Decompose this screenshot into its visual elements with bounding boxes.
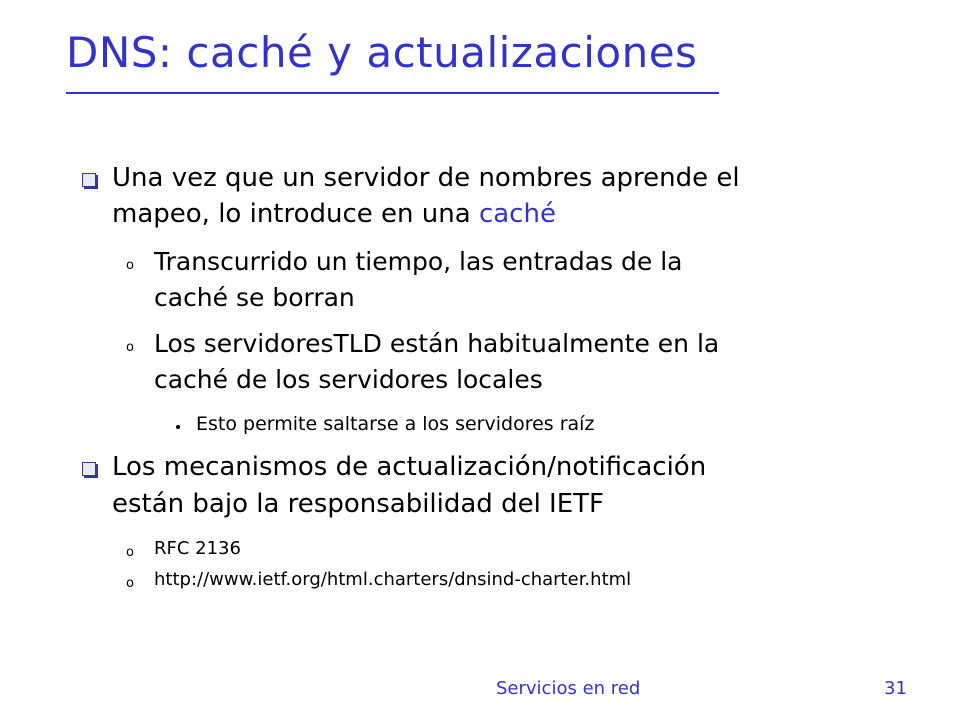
checkbox-square-icon [82,462,96,476]
sub-bullet-2-1: RFC 2136 [154,538,241,559]
bullet-1-line-1: Una vez que un servidor de nombres aprende el [112,163,740,193]
footer-text: Servicios en red [496,678,641,699]
checkbox-square-icon [82,173,96,187]
o-letter-icon: o [126,576,134,591]
o-letter-icon: o [126,545,134,560]
bullet-1-line-2-text: mapeo, lo introduce en una [112,199,479,229]
bullet-1-line-2 [112,196,556,232]
bullet-2-line-2: están bajo la responsabilidad del IETF [112,489,604,519]
o-letter-icon: o [126,340,134,355]
sub-bullet-1-1-line-1: Transcurrido un tiempo, las entradas de la [154,247,683,276]
highlight-cache: caché [478,199,556,229]
sub-bullet-2-2-url: http://www.ietf.org/html.charters/dnsind-charter.html [154,569,632,590]
sub-bullet-1-2-line-1: Los servidoresTLD están habitualmente en la [154,329,720,358]
o-letter-icon: o [126,258,134,273]
bullet-2-line-1: Los mecanismos de actualización/notificación [112,452,707,482]
dot-icon [176,425,180,429]
sub-sub-bullet-1-2-1: Esto permite saltarse a los servidores raíz [196,413,595,435]
page-title: DNS: caché y actualizaciones [66,28,698,77]
page-number: 31 [884,678,907,699]
title-underline [66,92,719,94]
sub-bullet-1-2-line-2: caché de los servidores locales [154,365,543,394]
sub-bullet-1-1-line-2: caché se borran [154,283,355,312]
